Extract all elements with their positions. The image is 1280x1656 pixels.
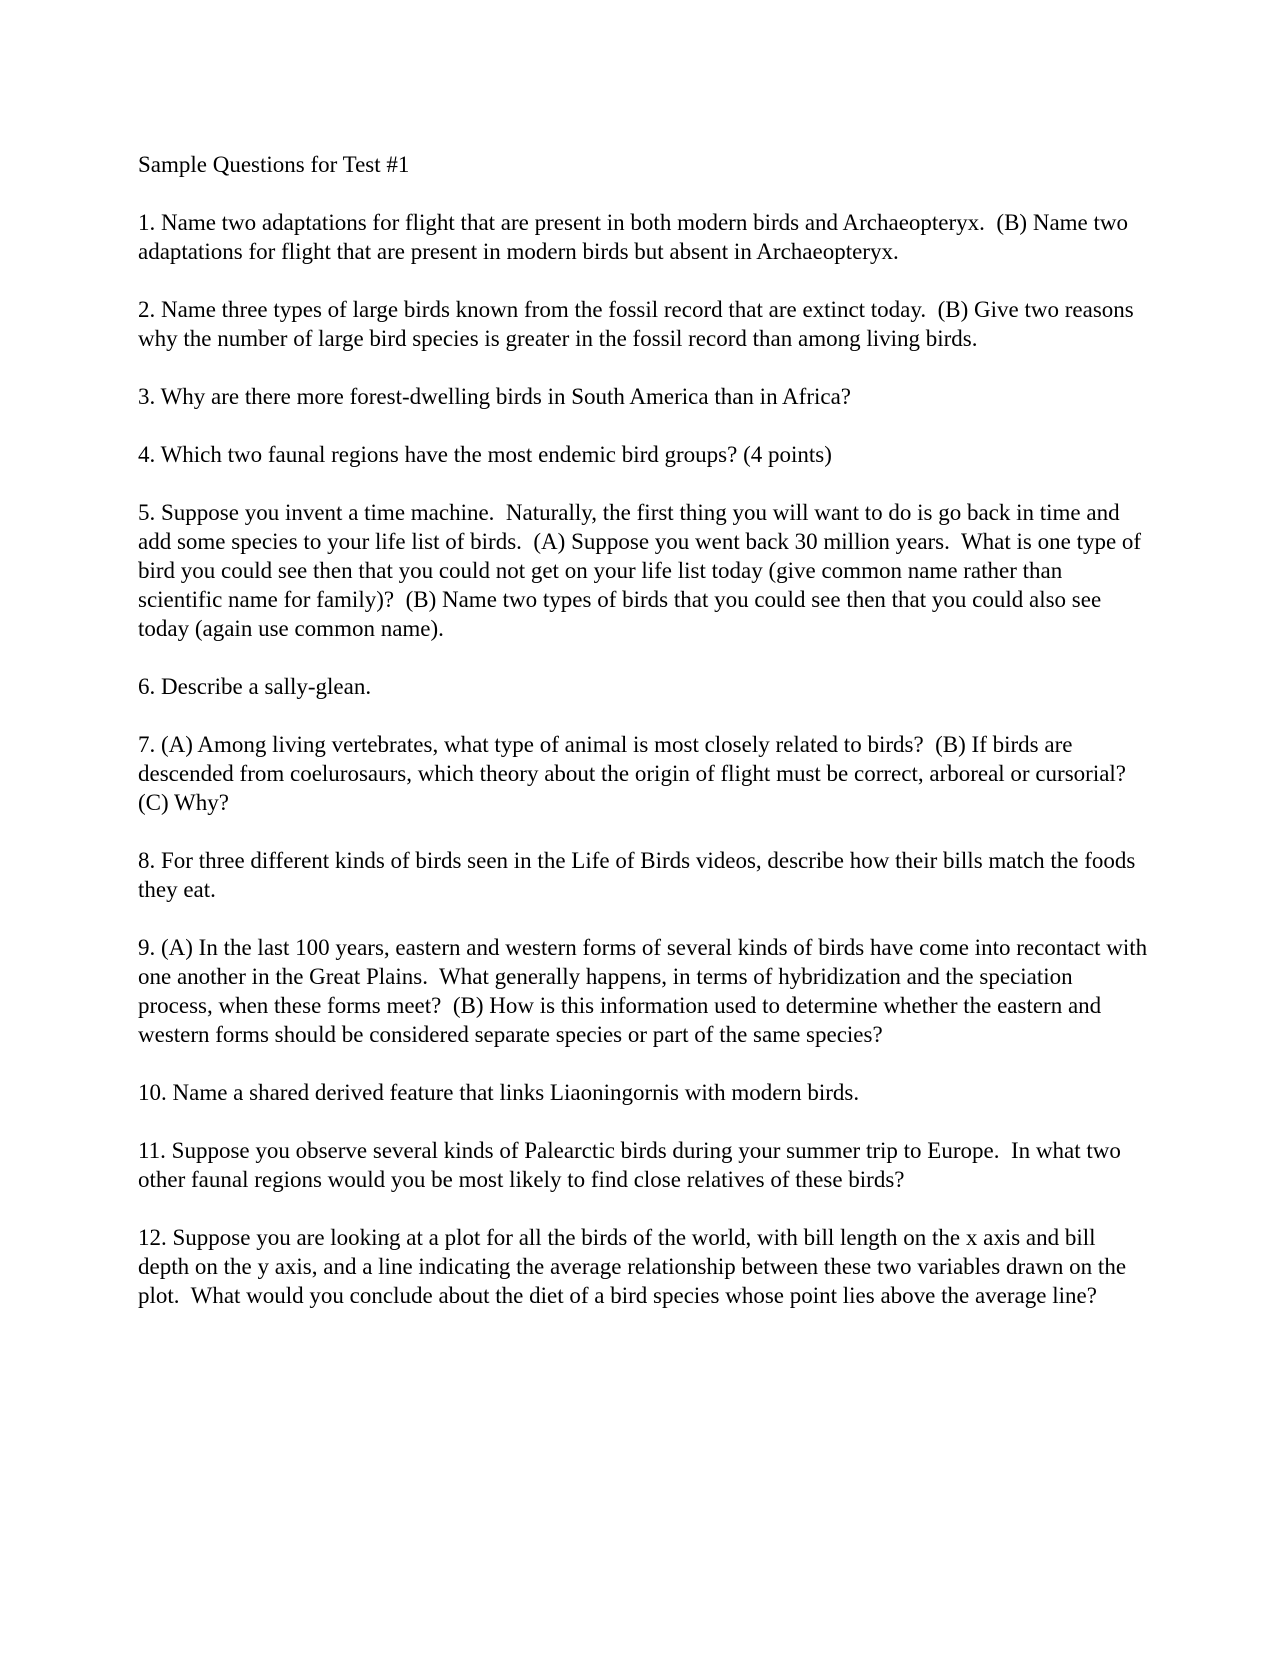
question-2: 2. Name three types of large birds known from the fossil record that are extinct today. (B) Give two reasons why the number of large bird species is greater in the fossil record than among living birds. (138, 297, 1140, 351)
document-title: Sample Questions for Test #1 (138, 152, 410, 177)
document-body (138, 150, 1153, 1339)
question-1: 1. Name two adaptations for flight that are present in both modern birds and Archaeopteryx. (B) Name two adaptations for flight that are present in modern birds but absent in Archaeopteryx. (138, 210, 1134, 264)
question-3: 3. Why are there more forest-dwelling birds in South America than in Africa? (138, 384, 851, 409)
question-5: 5. Suppose you invent a time machine. Naturally, the first thing you will want to do is go back in time and add some species to your life list of birds. (A) Suppose you went back 30 million years. What is one type of bird you could see then that you could not get on your life list today (give common name rather than scientific name for family)? (B) Name two types of birds that you could see then that you could also see today (again use common name). (138, 500, 1147, 641)
question-11: 11. Suppose you observe several kinds of Palearctic birds during your summer trip to Europe. In what two other faunal regions would you be most likely to find close relatives of these birds? (138, 1138, 1127, 1192)
question-4: 4. Which two faunal regions have the most endemic bird groups? (4 points) (138, 442, 832, 467)
question-12: 12. Suppose you are looking at a plot for all the birds of the world, with bill length on the x axis and bill depth on the y axis, and a line indicating the average relationship between these two variables drawn on the plot. What would you conclude about the diet of a bird species whose point lies above the average line? (138, 1225, 1132, 1308)
question-9: 9. (A) In the last 100 years, eastern and western forms of several kinds of birds have come into recontact with one another in the Great Plains. What generally happens, in terms of hybridization and the speciation process, when these forms meet? (B) How is this information used to determine whether the eastern and western forms should be considered separate species or part of the same species? (138, 935, 1153, 1047)
question-6: 6. Describe a sally-glean. (138, 674, 372, 699)
question-10: 10. Name a shared derived feature that links Liaoningornis with modern birds. (138, 1080, 860, 1105)
question-7: 7. (A) Among living vertebrates, what type of animal is most closely related to birds? (B) If birds are descended from coelurosaurs, which theory about the origin of flight must be correct, arboreal or cursorial? (C) Why? (138, 732, 1138, 815)
question-8: 8. For three different kinds of birds seen in the Life of Birds videos, describe how their bills match the foods they eat. (138, 848, 1142, 902)
